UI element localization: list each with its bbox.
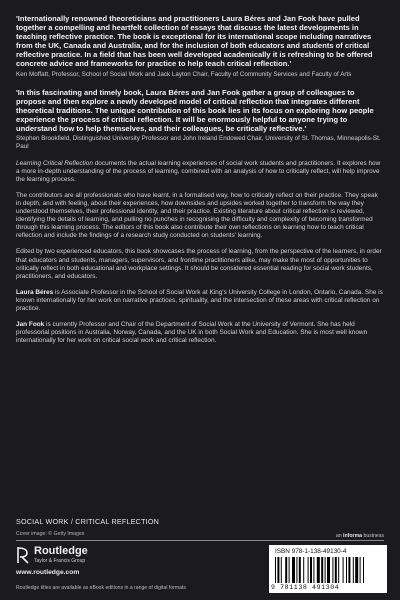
book-title: Learning Critical Reflection — [16, 160, 93, 168]
barcode-bar — [360, 557, 361, 583]
publisher-tagline: Taylor & Francis Group — [34, 558, 86, 564]
barcode-bar — [355, 557, 358, 583]
barcode-bar — [310, 557, 312, 583]
description-paragraph: The contributors are all professionals who have learnt, in a formalised way, how to critically reflect on their practice. They speak in depth, and with feeling, about their experiences, how downsides and upsides worked together to transform the way they understood themselves, their professional identity, and their practice. Existing literature about critical reflection is reviewed, identifying the details of learning, and pulling no punches in recognising the difficulty and complexity of becoming transformed through this learning process. The editors of this book also contribute their own reflections on learning how to teach critical reflection and include the findings of a research study conducted on students' learning. — [16, 192, 378, 240]
isbn-barcode-box — [269, 545, 387, 593]
editor-bio-text: is Associate Professor in the School of Social Work at King's University College in London, Ontario, Canada. She is known internationally for her work on narrative practices, spirituality, and the intersection of these areas with critical reflection on practice. — [16, 288, 383, 312]
editor-bio-text: is currently Professor and Chair of the Department of Social Work at the University of Vermont. She has held professorial positions in Australia, Norway, Canada, and the UK in both Social Work and Education. She is most well known internationally for her work on critical social work and critical reflection. — [16, 320, 368, 344]
barcode-bar — [285, 557, 287, 583]
barcode-bar — [296, 557, 297, 583]
barcode-bar — [338, 557, 339, 583]
editor-name: Jan Fook — [16, 320, 45, 328]
publisher-logo — [16, 546, 88, 564]
cover-credit: Cover image: © Getty Images — [16, 531, 85, 537]
divider — [16, 540, 384, 541]
review-attribution: Ken Moffatt, Professor, School of Social Work and Jack Layton Chair, Faculty of Community Services and Faculty of Arts — [16, 70, 352, 78]
informa-suffix: business — [362, 533, 384, 539]
isbn-digits: 9 781138 491304 — [271, 584, 340, 591]
barcode-bar — [303, 557, 304, 583]
barcode-bar — [299, 557, 301, 583]
barcode-bar — [308, 557, 309, 583]
barcode-bar — [275, 557, 276, 583]
editor-name: Laura Béres — [16, 288, 54, 296]
barcode-bar — [363, 557, 364, 583]
review-quote: 'Internationally renowned theoreticians and practitioners Laura Béres and Jan Fook have pulled together a compelling and heartfelt collection of essays that discuss the latest developments in teaching reflective practice. The book is exceptional for its international scope including narratives from the UK, Canada and Australia, and for the inclusion of both educators and students of critical reflective practice. In a field that has been well developed academically it is refreshing to be offered concrete advice and frameworks for practice to help teach critical reflection.' — [16, 14, 373, 69]
editor-bio — [16, 289, 384, 313]
editor-bio — [16, 321, 384, 345]
barcode-bar — [346, 557, 347, 583]
barcode-bar — [335, 557, 337, 583]
isbn-label: ISBN 978-1-138-49130-4 — [275, 548, 347, 555]
barcode-bar — [343, 557, 344, 583]
description-paragraph: Edited by two experienced educators, this book showcases the process of learning, from the perspective of the learners, in order that educators and students, managers, supervisors, and frontline practitioners alike, may make the most of opportunities to critically reflect in both educational and workplace settings. It should be considered essential reading for social work students, practitioners, and educators. — [16, 248, 382, 280]
barcode-bar — [277, 557, 279, 583]
publisher-url[interactable]: www.routledge.com — [16, 569, 80, 576]
routledge-logo-icon — [16, 546, 30, 564]
barcode-bar — [289, 557, 290, 583]
barcode-bar — [321, 557, 323, 583]
informa-name: informa — [343, 533, 363, 539]
review-quote: 'In this fascinating and timely book, Laura Béres and Jan Fook gather a group of colleagues to propose and then explore a newly developed model of critical reflection that integrates different theoretical traditions. The unique contribution of this book lies in its focus on exploring how people experience the process of critical reflection. It will be enormously helpful to anyone trying to understand how to help themselves, and their colleagues, be critically reflective.' — [16, 87, 374, 133]
barcode-bar — [292, 557, 295, 583]
barcode-bar — [353, 557, 354, 583]
barcode-bar — [325, 557, 326, 583]
description-paragraph — [16, 160, 384, 184]
review-attribution: Stephen Brookfield, Distinguished University Professor and John Ireland Endowed Chair, University of St. Thomas, Minneapolis-St. Paul — [16, 135, 381, 151]
publisher-name: Routledge — [34, 545, 88, 557]
ebook-note: Routledge titles are available as eBook editions in a range of digital formats — [16, 585, 186, 591]
barcode-bar — [317, 557, 320, 583]
barcode-bar — [327, 557, 330, 583]
barcode-bar — [313, 557, 314, 583]
informa-tag — [336, 533, 384, 539]
barcode-icon — [275, 557, 381, 583]
barcode-bar — [281, 557, 282, 583]
barcode-bar — [332, 557, 333, 583]
review-1 — [16, 14, 384, 79]
subject-category: SOCIAL WORK / CRITICAL REFLECTION — [16, 517, 160, 526]
review-2 — [16, 88, 384, 151]
informa-prefix: an — [335, 533, 344, 539]
description-text: documents the actual learning experiences of social work students and practitioners. It explores how a more in-depth understanding of the process of learning, combined with an analysis of how to critically reflect, will help improve the learning process. — [16, 160, 381, 184]
barcode-bar — [348, 557, 350, 583]
